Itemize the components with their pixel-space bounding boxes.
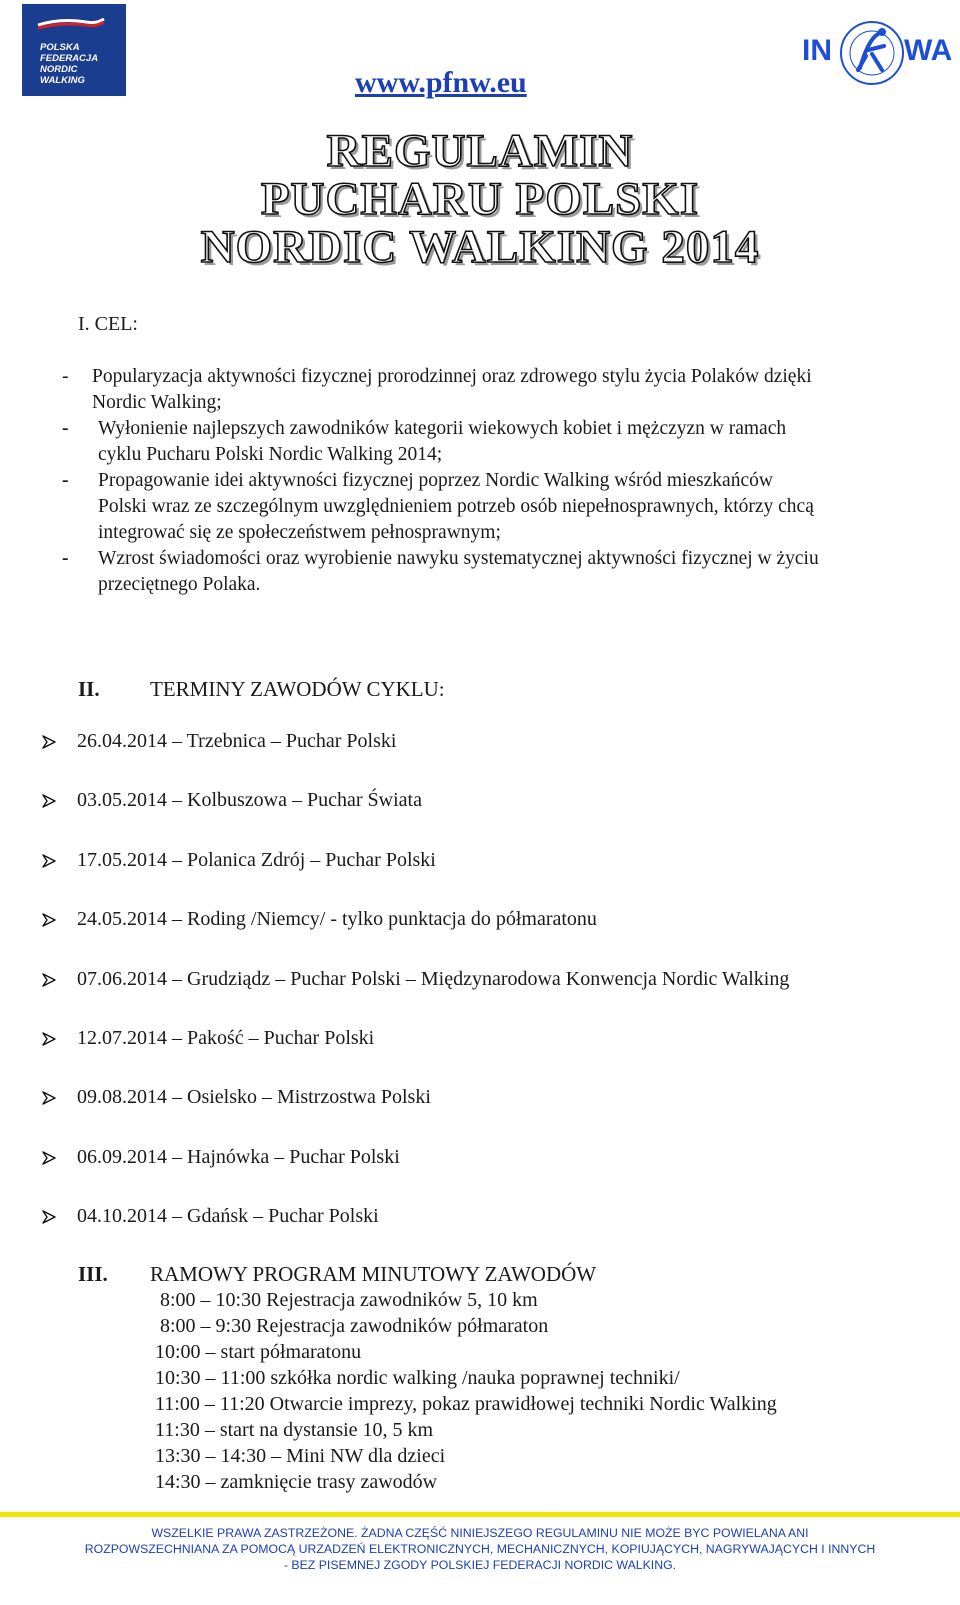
program-line: 11:00 – 11:20 Otwarcie imprezy, pokaz prawidłowej techniki Nordic Walking [155, 1393, 777, 1415]
logo-text-line: FEDERACJA [40, 53, 99, 64]
goal-text: Propagowanie idei aktywności fizycznej poprzez Nordic Walking wśród mieszkańców [98, 470, 773, 491]
goal-text: integrować się ze społeczeństwem pełnosprawnym; [98, 522, 501, 543]
logo-text-line: POLSKA [40, 42, 80, 53]
program-line: 8:00 – 9:30 Rejestracja zawodników półmaraton [160, 1315, 549, 1337]
event-text: 17.05.2014 – Polanica Zdrój – Puchar Polski [77, 848, 436, 871]
footer-copyright-line: ROZPOWSZECHNIANA ZA POMOCĄ URZADZEŃ ELEKTRONICZNYCH, MECHANICZNYCH, KOPIUJĄCYCH, NAGRYWAJĄCYCH I INNYCH [84, 1542, 876, 1556]
svg-text:WA: WA [904, 34, 953, 67]
pfnw-logo [22, 4, 126, 96]
program-line: 11:30 – start na dystansie 10, 5 km [155, 1419, 434, 1441]
goal-text: przeciętnego Polaka. [98, 574, 261, 595]
event-text: 26.04.2014 – Trzebnica – Puchar Polski [77, 730, 397, 752]
goal-dash: - [62, 366, 69, 387]
site-url-link[interactable]: www.pfnw.eu [355, 66, 527, 99]
arrow-bullet-icon [42, 1032, 56, 1046]
svg-text:IN: IN [802, 34, 832, 67]
arrow-bullet-icon [42, 854, 56, 868]
section-2-number: II. [78, 677, 100, 701]
goal-dash: - [62, 548, 69, 569]
program-line: 10:30 – 11:00 szkółka nordic walking /nauka poprawnej techniki/ [155, 1367, 680, 1389]
arrow-bullet-icon [42, 735, 56, 749]
section-1-heading: I. CEL: [78, 313, 138, 335]
event-text: 07.06.2014 – Grudziądz – Puchar Polski – Międzynarodowa Konwencja Nordic Walking [77, 967, 790, 990]
flag-swoosh-icon [36, 16, 106, 30]
footer-copyright-line: WSZELKIE PRAWA ZASTRZEŻONE. ŻADNA CZĘŚĆ NINIEJSZEGO REGULAMINU NIE MOŻE BYC POWIELANA ANI [151, 1526, 809, 1540]
program-line: 8:00 – 10:30 Rejestracja zawodników 5, 10 km [160, 1289, 538, 1311]
goal-dash: - [62, 470, 69, 491]
section-3-heading: RAMOWY PROGRAM MINUTOWY ZAWODÓW [150, 1262, 597, 1286]
arrow-bullet-icon [42, 1091, 56, 1105]
goal-text: Popularyzacja aktywności fizycznej prorodzinnej oraz zdrowego stylu życia Polaków dzięki [92, 366, 812, 387]
program-line: 14:30 – zamknięcie trasy zawodów [155, 1471, 438, 1493]
arrow-bullet-icon [42, 973, 56, 987]
event-text: 09.08.2014 – Osielsko – Mistrzostwa Polski [77, 1086, 431, 1109]
program-line: 13:30 – 14:30 – Mini NW dla dzieci [155, 1445, 446, 1467]
goal-text: Wyłonienie najlepszych zawodników kategorii wiekowych kobiet i mężczyzn w ramach [98, 418, 787, 439]
title-line-1: REGULAMIN [326, 125, 634, 177]
goal-dash: - [62, 418, 69, 439]
arrow-bullet-icon [42, 1151, 56, 1165]
event-text: 03.05.2014 – Kolbuszowa – Puchar Świata [77, 789, 422, 812]
section-3-number: III. [78, 1262, 108, 1286]
event-text: 12.07.2014 – Pakość – Puchar Polski [77, 1027, 375, 1049]
arrow-bullet-icon [42, 794, 56, 808]
goal-text: cyklu Pucharu Polski Nordic Walking 2014; [98, 444, 443, 465]
inwa-logo [802, 20, 960, 86]
title-line-2: PUCHARU POLSKI [260, 173, 700, 225]
event-text: 24.05.2014 – Roding /Niemcy/ - tylko punktacja do półmaratonu [77, 908, 597, 931]
event-text: 04.10.2014 – Gdańsk – Puchar Polski [77, 1205, 379, 1228]
arrow-bullet-icon [42, 913, 56, 927]
title-line-3: NORDIC WALKING 2014 [200, 221, 760, 273]
goal-text: Wzrost świadomości oraz wyrobienie nawyku systematycznej aktywności fizycznej w życiu [98, 548, 819, 569]
logo-text-line: NORDIC [40, 64, 78, 75]
logo-text-line: WALKING [40, 75, 85, 86]
footer-divider [0, 1512, 960, 1517]
section-2-heading: TERMINY ZAWODÓW CYKLU: [150, 677, 445, 701]
footer-copyright-line: - BEZ PISEMNEJ ZGODY POLSKIEJ FEDERACJI NORDIC WALKING. [283, 1558, 677, 1572]
arrow-bullet-icon [42, 1210, 56, 1224]
program-line: 10:00 – start półmaratonu [155, 1341, 362, 1363]
goal-text: Polski wraz ze szczególnym uwzględnieniem potrzeb osób niepełnosprawnych, którzy chcą [98, 496, 814, 517]
event-text: 06.09.2014 – Hajnówka – Puchar Polski [77, 1145, 400, 1168]
goal-text: Nordic Walking; [92, 392, 222, 413]
